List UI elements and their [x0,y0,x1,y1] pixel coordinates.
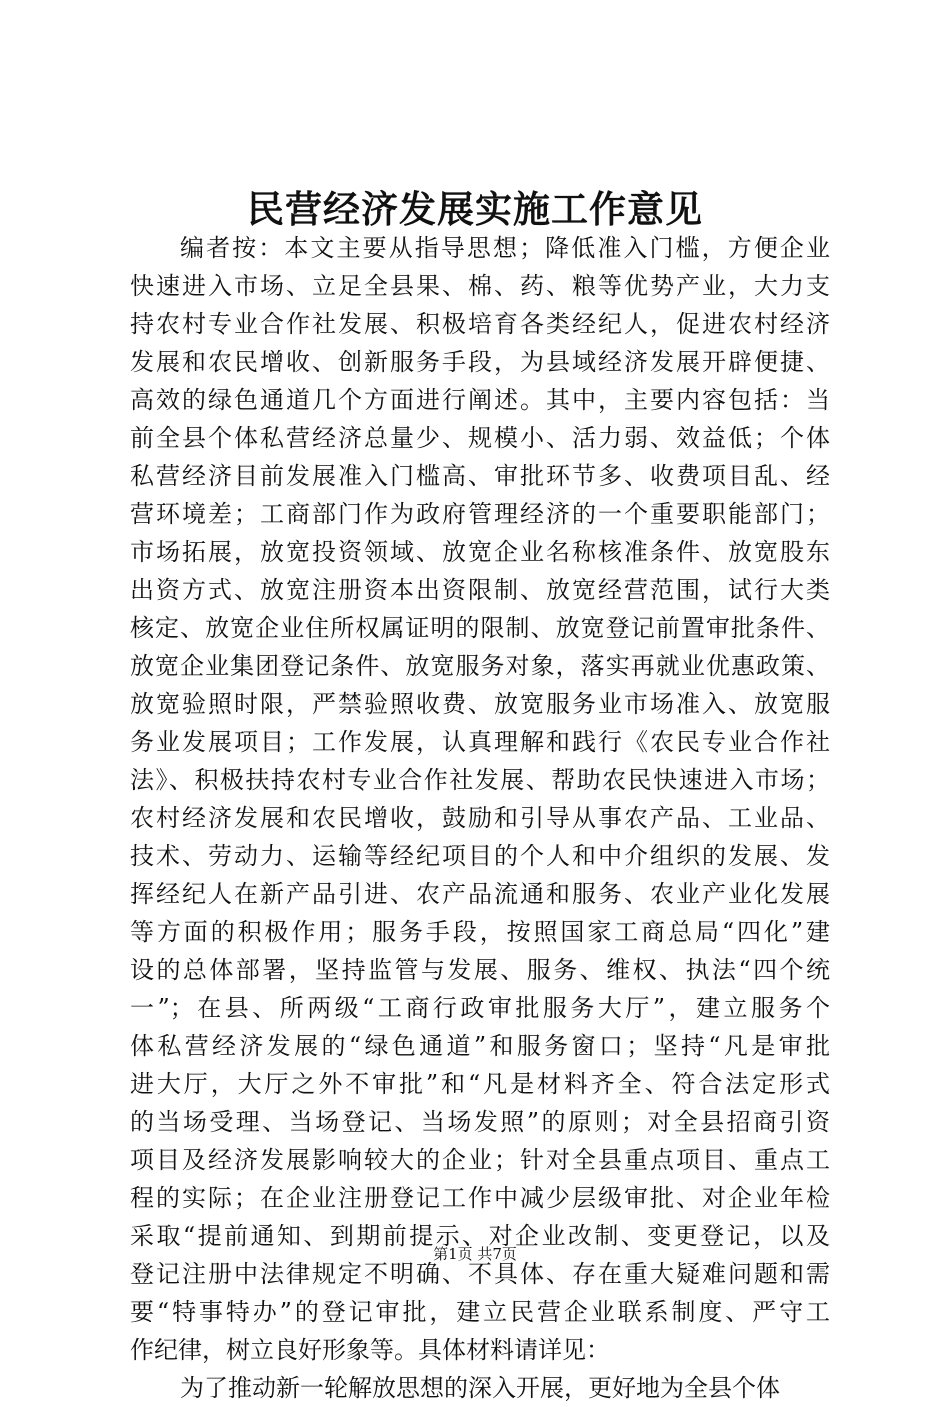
document-body [130,229,830,1407]
paragraph-line: 进大厅，大厅之外不审批”和“凡是材料齐全、符合法定形式 [130,1070,830,1098]
paragraph-line: 采取“提前通知、到期前提示、对企业改制、变更登记，以及 [130,1222,830,1250]
paragraph-line: 务业发展项目；工作发展，认真理解和践行《农民专业合作社 [130,728,830,756]
paragraph-line: 技术、劳动力、运输等经纪项目的个人和中介组织的发展、发 [130,842,830,870]
paragraph-line: 农村经济发展和农民增收，鼓励和引导从事农产品、工业品、 [130,804,830,832]
paragraph-line: 核定、放宽企业住所权属证明的限制、放宽登记前置审批条件、 [130,614,830,642]
paragraph-line: 持农村专业合作社发展、积极培育各类经纪人，促进农村经济 [130,310,830,338]
paragraph-line: 为了推动新一轮解放思想的深入开展，更好地为全县个体 [180,1374,780,1402]
paragraph-line: 挥经纪人在新产品引进、农产品流通和服务、农业产业化发展 [130,880,830,908]
paragraph-line: 营环境差；工商部门作为政府管理经济的一个重要职能部门； [130,500,830,528]
paragraph-line: 市场拓展，放宽投资领域、放宽企业名称核准条件、放宽股东 [130,538,830,566]
paragraph-line: 要“特事特办”的登记审批，建立民营企业联系制度、严守工 [130,1298,830,1326]
paragraph-line: 法》、积极扶持农村专业合作社发展、帮助农民快速进入市场； [130,766,830,794]
page-footer: 第1页 共7页 [433,1245,517,1263]
paragraph-line: 前全县个体私营经济总量少、规模小、活力弱、效益低；个体 [130,424,830,452]
paragraph-line: 程的实际；在企业注册登记工作中减少层级审批、对企业年检 [130,1184,830,1212]
paragraph-line: 等方面的积极作用；服务手段，按照国家工商总局“四化”建 [130,918,830,946]
paragraph-line: 登记注册中法律规定不明确、不具体、存在重大疑难问题和需 [130,1260,830,1288]
paragraph-line: 放宽验照时限，严禁验照收费、放宽服务业市场准入、放宽服 [130,690,830,718]
paragraph-line: 的当场受理、当场登记、当场发照”的原则；对全县招商引资 [130,1108,830,1136]
paragraph-line: 发展和农民增收、创新服务手段，为县域经济发展开辟便捷、 [130,348,830,376]
paragraph-line: 放宽企业集团登记条件、放宽服务对象，落实再就业优惠政策、 [130,652,830,680]
paragraph-line: 作纪律，树立良好形象等。具体材料请详见： [130,1336,610,1364]
paragraph-line: 一”；在县、所两级“工商行政审批服务大厅”，建立服务个 [130,994,830,1022]
document-title: 民营经济发展实施工作意见 [247,187,703,231]
paragraph-line: 编者按：本文主要从指导思想；降低准入门槛，方便企业 [180,234,830,262]
paragraph-line: 体私营经济发展的“绿色通道”和服务窗口；坚持“凡是审批 [130,1032,830,1060]
paragraph-line: 快速进入市场、立足全县果、棉、药、粮等优势产业，大力支 [130,272,830,300]
paragraph-line: 项目及经济发展影响较大的企业；针对全县重点项目、重点工 [130,1146,830,1174]
paragraph-line: 高效的绿色通道几个方面进行阐述。其中，主要内容包括：当 [130,386,830,414]
paragraph-line: 设的总体部署，坚持监管与发展、服务、维权、执法“四个统 [130,956,830,984]
paragraph-line: 出资方式、放宽注册资本出资限制、放宽经营范围，试行大类 [130,576,830,604]
paragraph-line: 私营经济目前发展准入门槛高、审批环节多、收费项目乱、经 [130,462,830,490]
